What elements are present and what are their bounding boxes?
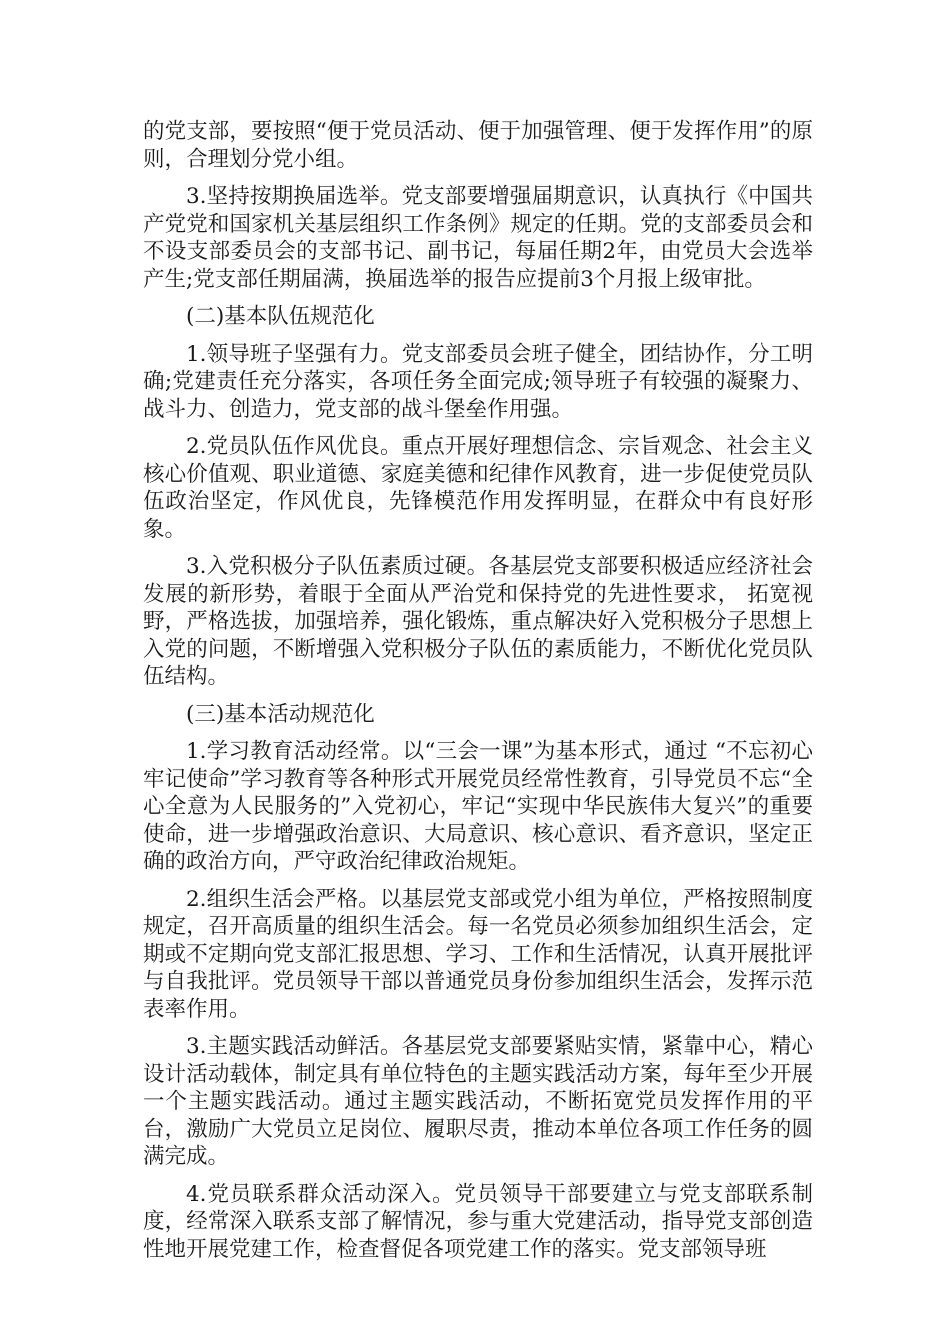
paragraph: 1.学习教育活动经常。以“三会一课”为基本形式，通过 “不忘初心 牢记使命”学习教育等各种形式开展党员经常性教育，引导党员不忘“全心全意为人民服务的”入党初心，牢记“实现中华民族伟大复兴”的重要使命，进一步增强政治意识、大局意识、核心意识、看齐意识，坚定正确的政治方向，严守政治纪律政治规矩。 — [143, 739, 813, 874]
paragraph: 3.坚持按期换届选举。党支部要增强届期意识，认真执行《中国共产党党和国家机关基层组织工作条例》规定的任期。党的支部委员会和不设支部委员会的支部书记、副书记，每届任期2年，由党员大会选举产生;党支部任期届满，换届选举的报告应提前3个月报上级审批。 — [143, 184, 813, 292]
paragraph: 4.党员联系群众活动深入。党员领导干部要建立与党支部联系制度，经常深入联系支部了解情况，参与重大党建活动，指导党支部创造性地开展党建工作，检查督促各项党建工作的落实。党支部领导班 — [143, 1181, 813, 1262]
section-heading: (二)基本队伍规范化 — [186, 304, 375, 329]
document-body — [143, 118, 813, 1273]
paragraph: 1.领导班子坚强有力。党支部委员会班子健全，团结协作，分工明确;党建责任充分落实，各项任务全面完成;领导班子有较强的凝聚力、战斗力、创造力，党支部的战斗堡垒作用强。 — [143, 341, 813, 422]
paragraph: 3.入党积极分子队伍素质过硬。各基层党支部要积极适应经济社会发展的新形势，着眼于全面从严治党和保持党的先进性要求， 拓宽视野，严格选拔，加强培养，强化锻炼，重点解决好入党积极分子思想上入党的问题，不断增强入党积极分子队伍的素质能力，不断优化党员队伍结构。 — [143, 554, 813, 689]
paragraph-continued: 的党支部，要按照“便于党员活动、便于加强管理、便于发挥作用”的原则，合理划分党小组。 — [143, 119, 813, 172]
paragraph: 2.组织生活会严格。以基层党支部或党小组为单位，严格按照制度规定，召开高质量的组织生活会。每一名党员必须参加组织生活会，定期或不定期向党支部汇报思想、学习、工作和生活情况，认真开展批评与自我批评。党员领导干部以普通党员身份参加组织生活会，发挥示范表率作用。 — [143, 886, 813, 1022]
section-heading: (三)基本活动规范化 — [186, 701, 375, 727]
paragraph: 3.主题实践活动鲜活。各基层党支部要紧贴实情，紧靠中心，精心设计活动载体，制定具有单位特色的主题实践活动方案，每年至少开展一个主题实践活动。通过主题实践活动，不断拓宽党员发挥作用的平台，激励广大党员立足岗位、履职尽责，推动本单位各项工作任务的圆满完成。 — [143, 1034, 813, 1169]
paragraph: 2.党员队伍作风优良。重点开展好理想信念、宗旨观念、社会主义核心价值观、职业道德、家庭美德和纪律作风教育，进一步促使党员队伍政治坚定，作风优良，先锋模范作用发挥明显，在群众中有良好形象。 — [143, 434, 813, 542]
